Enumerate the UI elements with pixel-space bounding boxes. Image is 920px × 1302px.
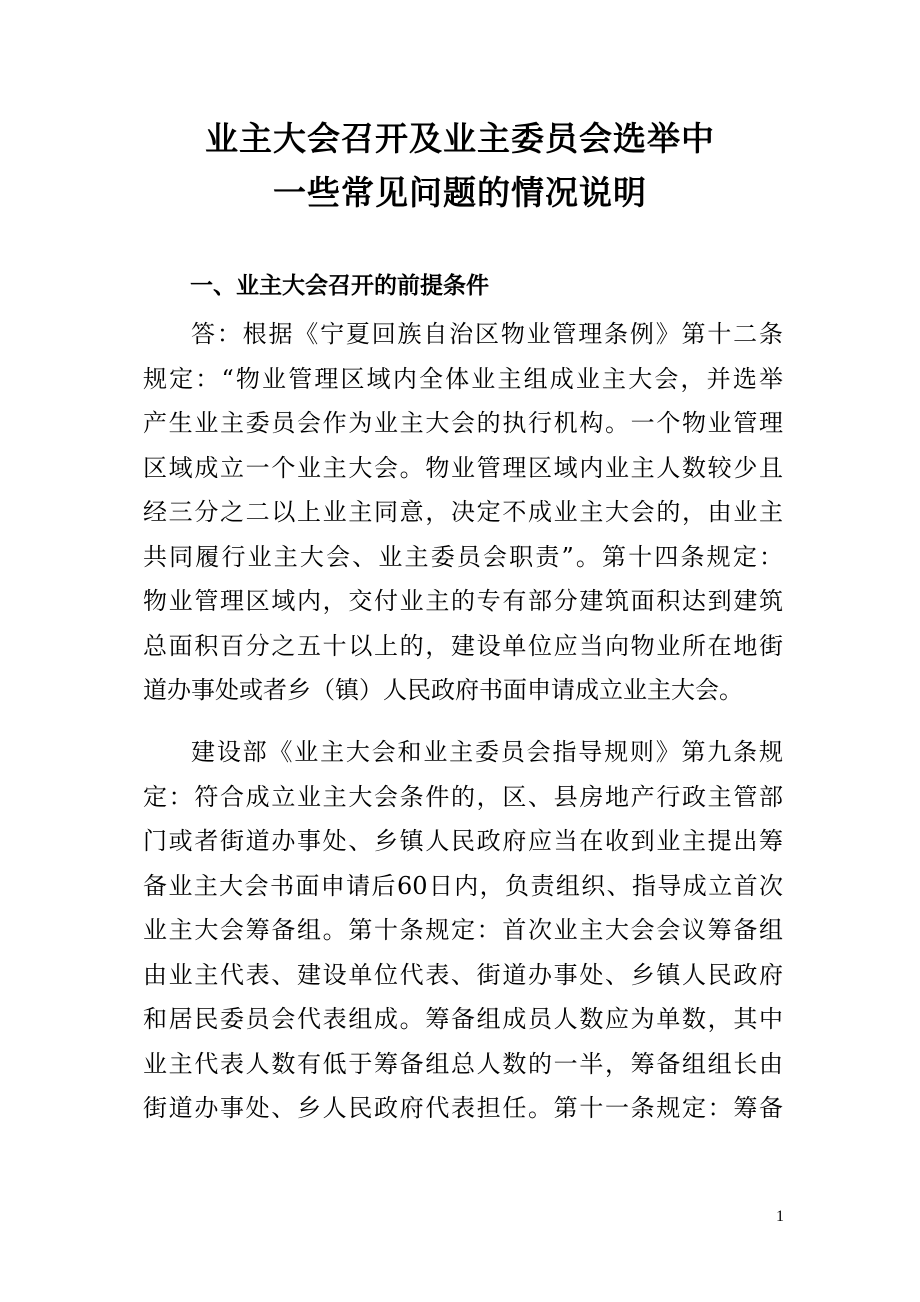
paragraph-line: 产生业主委员会作为业主大会的执行机构。一个物业管理: [143, 409, 783, 437]
paragraph-line: 物业管理区域内，交付业主的专有部分建筑面积达到建筑: [143, 587, 783, 615]
paragraph-line: 业主代表人数有低于筹备组总人数的一半，筹备组组长由: [143, 1049, 783, 1078]
paragraph-1: [143, 312, 783, 713]
paragraph-line: 答：根据《宁夏回族自治区物业管理条例》第十二条: [191, 320, 783, 348]
paragraph-line: 经三分之二以上业主同意，决定不成业主大会的，由业主: [143, 498, 783, 526]
title-line-2: 一些常见问题的情况说明: [273, 173, 647, 212]
title-line-1: 业主大会召开及业主委员会选举中: [205, 119, 715, 158]
section-heading: 一、业主大会召开的前提条件: [190, 273, 489, 299]
paragraph-line: 门或者街道办事处、乡镇人民政府应当在收到业主提出筹: [143, 827, 783, 855]
paragraph-line: 规定：“物业管理区域内全体业主组成业主大会，并选举: [143, 364, 783, 393]
paragraph-line: 建设部《业主大会和业主委员会指导规则》第九条规: [191, 738, 783, 766]
paragraph-line: 街道办事处、乡人民政府代表担任。第十一条规定：筹备: [143, 1094, 783, 1122]
paragraph-line: 共同履行业主大会、业主委员会职责”。第十四条规定：: [143, 542, 783, 571]
paragraph-line: 备业主大会书面申请后60日内，负责组织、指导成立首次: [143, 871, 783, 900]
paragraph-line: 业主大会筹备组。第十条规定：首次业主大会会议筹备组: [143, 916, 783, 944]
document-title: [0, 112, 920, 220]
paragraph-line: 道办事处或者乡（镇）人民政府书面申请成立业主大会。: [143, 676, 743, 704]
page-number: 1: [776, 1208, 784, 1225]
paragraph-line: 定：符合成立业主大会条件的，区、县房地产行政主管部: [143, 782, 783, 811]
paragraph-line: 区域成立一个业主大会。物业管理区域内业主人数较少且: [143, 453, 783, 482]
paragraph-line: 总面积百分之五十以上的，建设单位应当向物业所在地街: [143, 631, 783, 660]
paragraph-line: 由业主代表、建设单位代表、街道办事处、乡镇人民政府: [143, 960, 783, 989]
paragraph-2: [143, 730, 783, 1131]
paragraph-line: 和居民委员会代表组成。筹备组成员人数应为单数，其中: [143, 1005, 783, 1033]
